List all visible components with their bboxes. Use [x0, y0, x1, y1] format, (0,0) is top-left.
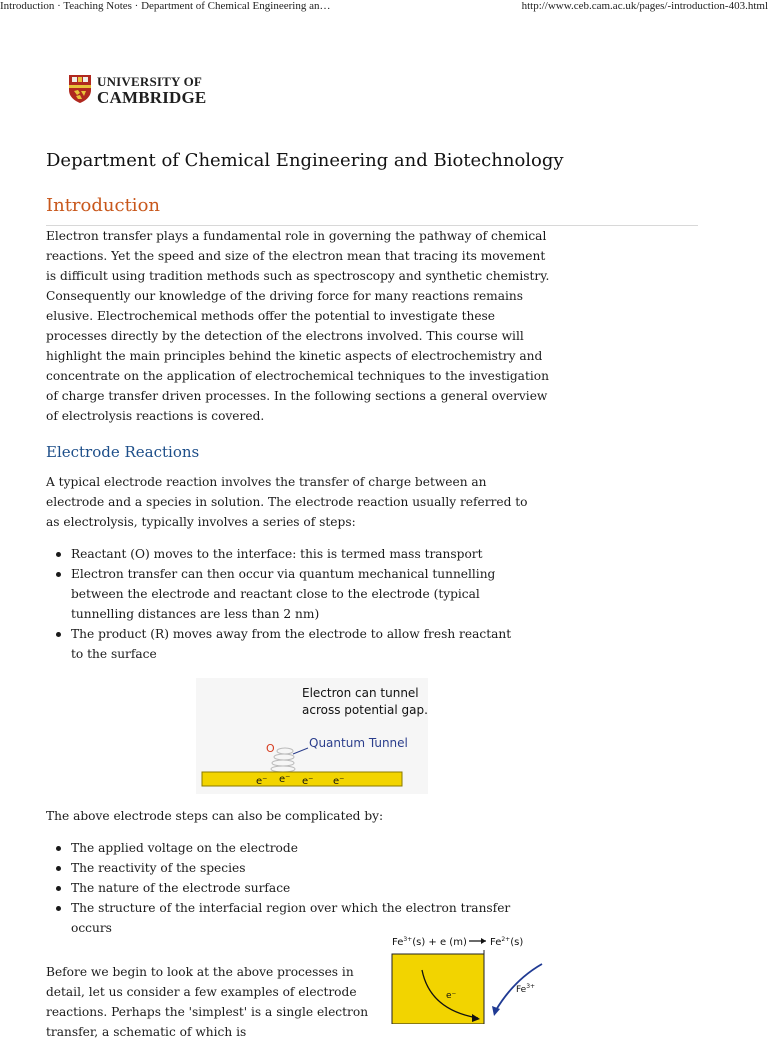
electron-label: e⁻ — [333, 776, 345, 787]
bullet-icon — [56, 572, 61, 577]
list-item-text: The applied voltage on the electrode — [71, 841, 298, 855]
page-print-url: http://www.ceb.cam.ac.uk/pages/-introduction-403.html — [521, 0, 768, 12]
bullet-icon — [56, 552, 61, 557]
list-item — [46, 564, 526, 624]
list-item — [46, 878, 526, 898]
list-item-text: Electron transfer can then occur via quantum mechanical tunnelling between the electrode and reactant close to the electrode (typical tunnelling distances are less than 2 nm) — [71, 567, 496, 621]
list-item-text: The product (R) moves away from the electrode to allow fresh reactant to the surface — [71, 627, 512, 661]
species-o-label: O — [266, 742, 275, 755]
list-item — [46, 624, 526, 664]
bullet-icon — [56, 846, 61, 851]
list-item-text: Reactant (O) moves to the interface: this is termed mass transport — [71, 547, 483, 561]
electrolysis-steps-list — [46, 544, 526, 664]
bullet-icon — [56, 632, 61, 637]
complications-list — [46, 838, 526, 938]
bullet-icon — [56, 906, 61, 911]
bullet-icon — [56, 866, 61, 871]
list-item — [46, 544, 526, 564]
list-item-text: The structure of the interfacial region over which the electron transfer occurs — [71, 901, 511, 935]
svg-text:Fe3+(s) + e (m) — [392, 936, 467, 948]
figure-caption-line-2: across potential gap. — [302, 703, 428, 717]
electrode-reactions-paragraph: A typical electrode reaction involves the transfer of charge between an electrode and a species in solution. The electrode reaction usually referred to as electrolysis, typically involves a series of steps: — [46, 475, 528, 529]
department-title: Department of Chemical Engineering and Biotechnology — [46, 150, 564, 171]
quantum-tunnel-figure — [196, 678, 428, 794]
page-print-title: Introduction · Teaching Notes · Department of Chemical Engineering an… — [0, 0, 331, 12]
logo-wordmark — [97, 75, 206, 106]
list-item — [46, 838, 526, 858]
cambridge-shield-icon — [68, 74, 92, 104]
electrode-block — [392, 954, 484, 1024]
print-header — [0, 0, 768, 14]
closing-paragraph: Before we begin to look at the above processes in detail, let us consider a few examples of electrode reactions. Perhaps the 'simplest' is a single electron transfer, a schematic of which is — [46, 965, 369, 1039]
electron-label: e⁻ — [302, 776, 314, 787]
list-item-text: The nature of the electrode surface — [71, 881, 291, 895]
introduction-heading: Introduction — [46, 195, 160, 216]
eq-right-state: (s) — [510, 937, 524, 948]
eq-right-species: Fe — [490, 937, 502, 948]
university-logo[interactable] — [68, 74, 218, 106]
ion-charge: 3+ — [526, 983, 536, 990]
electrode-reactions-heading: Electrode Reactions — [46, 443, 200, 461]
eq-right-charge: 2+ — [501, 936, 511, 943]
electron-label: e⁻ — [279, 774, 291, 785]
reaction-arrowhead-icon — [481, 938, 486, 944]
quantum-tunnel-label: Quantum Tunnel — [309, 736, 408, 750]
list-item — [46, 858, 526, 878]
figure-caption-line-1: Electron can tunnel — [302, 686, 419, 700]
eq-left-state: (s) + e (m) — [412, 937, 467, 948]
logo-line-1: UNIVERSITY OF — [97, 74, 203, 89]
ion-species: Fe — [516, 985, 527, 995]
electron-label: e⁻ — [256, 776, 268, 787]
bullet-icon — [56, 886, 61, 891]
figure2-electron-label: e⁻ — [446, 991, 457, 1001]
list-item-text: The reactivity of the species — [71, 861, 246, 875]
ion-arrowhead-icon — [492, 1006, 500, 1016]
svg-text:Fe3+ — [516, 983, 535, 995]
single-electron-transfer-figure — [386, 930, 546, 1024]
eq-left-species: Fe — [392, 937, 404, 948]
eq-left-charge: 3+ — [403, 936, 413, 943]
introduction-paragraph: Electron transfer plays a fundamental role in governing the pathway of chemical reactions. Yet the speed and size of the electron mean that tracing its movement is difficult using tradition methods such as spectroscopy and synthetic chemistry. Consequently our knowledge of the driving force for many reactions remains elusive. Electrochemical methods offer the potential to investigate these processes directly by the detection of the electrons involved. This course will highlight the main principles behind the kinetic aspects of electrochemistry and concentrate on the application of electrochemical techniques to the investigation of charge transfer driven processes. In the following sections a general overview of electrolysis reactions is covered. — [46, 229, 550, 423]
svg-text:Fe2+(s) — [490, 936, 523, 948]
logo-line-2: CAMBRIDGE — [97, 88, 207, 107]
complications-intro: The above electrode steps can also be complicated by: — [46, 809, 384, 823]
